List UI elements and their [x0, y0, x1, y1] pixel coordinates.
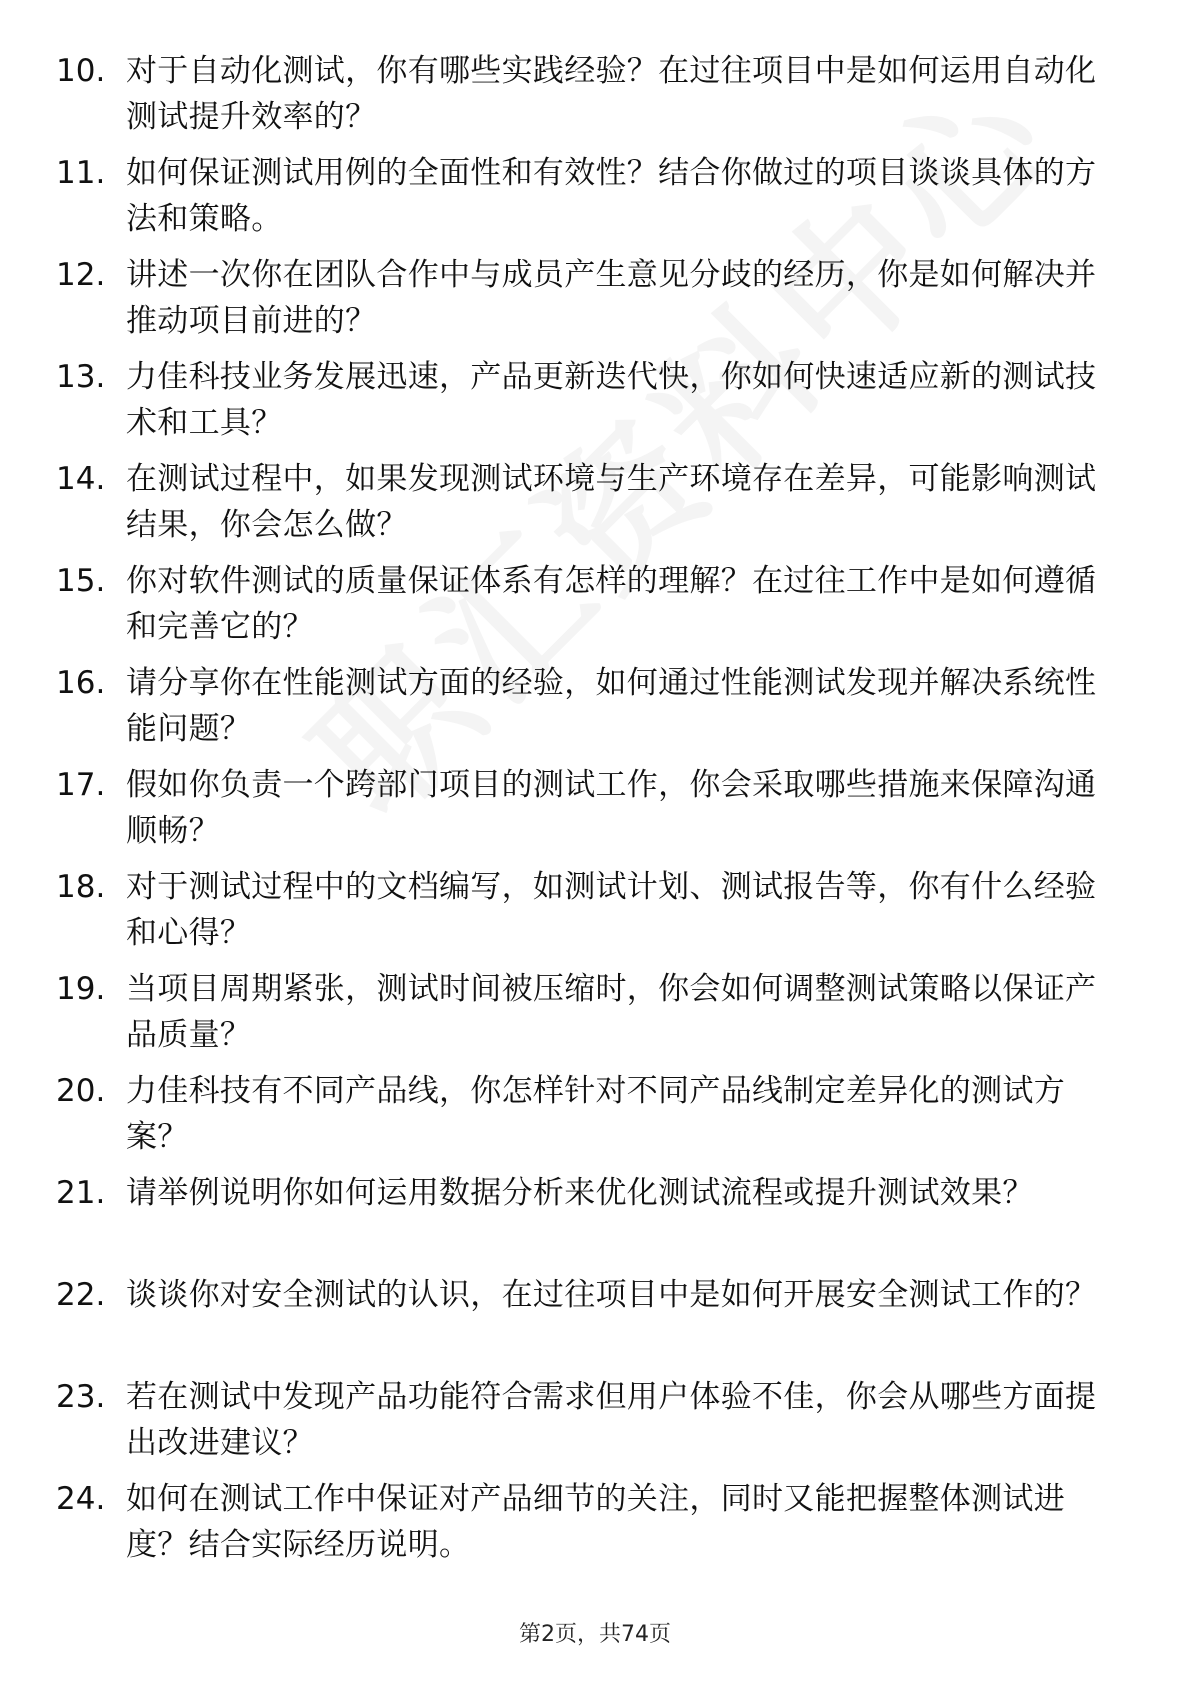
question-number: 11.: [56, 155, 106, 191]
question-text: 对于测试过程中的文档编写，如测试计划、测试报告等，你有什么经验和心得？: [126, 869, 1097, 951]
question-item: [56, 252, 1136, 354]
question-text: 你对软件测试的质量保证体系有怎样的理解？在过往工作中是如何遵循和完善它的？: [126, 563, 1097, 645]
question-number: 23.: [56, 1379, 106, 1415]
question-number: 24.: [56, 1481, 106, 1517]
question-text: 假如你负责一个跨部门项目的测试工作，你会采取哪些措施来保障沟通顺畅？: [126, 767, 1097, 849]
question-number: 19.: [56, 971, 106, 1007]
question-item: [56, 150, 1136, 252]
question-item: [56, 1476, 1136, 1578]
question-item: [56, 1068, 1136, 1170]
question-item: [56, 558, 1136, 660]
question-number: 13.: [56, 359, 106, 395]
question-text: 谈谈你对安全测试的认识，在过往项目中是如何开展安全测试工作的？: [126, 1277, 1097, 1313]
question-item: [56, 660, 1136, 762]
question-text: 对于自动化测试，你有哪些实践经验？在过往项目中是如何运用自动化测试提升效率的？: [126, 53, 1097, 135]
question-number: 20.: [56, 1073, 106, 1109]
question-number: 12.: [56, 257, 106, 293]
question-number: 14.: [56, 461, 106, 497]
question-item: [56, 864, 1136, 966]
question-number: 15.: [56, 563, 106, 599]
question-text: 讲述一次你在团队合作中与成员产生意见分歧的经历，你是如何解决并推动项目前进的？: [126, 257, 1097, 339]
question-text: 力佳科技有不同产品线，你怎样针对不同产品线制定差异化的测试方案？: [126, 1073, 1065, 1155]
question-list: [56, 48, 1136, 1578]
question-text: 请举例说明你如何运用数据分析来优化测试流程或提升测试效果？: [126, 1175, 1034, 1211]
question-item: [56, 762, 1136, 864]
question-text: 当项目周期紧张，测试时间被压缩时，你会如何调整测试策略以保证产品质量？: [126, 971, 1097, 1053]
question-text: 在测试过程中，如果发现测试环境与生产环境存在差异，可能影响测试结果，你会怎么做？: [126, 461, 1097, 543]
question-item: [56, 456, 1136, 558]
question-text: 力佳科技业务发展迅速，产品更新迭代快，你如何快速适应新的测试技术和工具？: [126, 359, 1097, 441]
question-number: 16.: [56, 665, 106, 701]
question-number: 10.: [56, 53, 106, 89]
question-number: 18.: [56, 869, 106, 905]
question-text: 若在测试中发现产品功能符合需求但用户体验不佳，你会从哪些方面提出改进建议？: [126, 1379, 1097, 1461]
question-item: [56, 966, 1136, 1068]
question-item: [56, 1374, 1136, 1476]
question-item: [56, 1170, 1136, 1272]
question-number: 17.: [56, 767, 106, 803]
page-footer: 第2页，共74页: [519, 1622, 671, 1647]
question-number: 22.: [56, 1277, 106, 1313]
question-text: 如何保证测试用例的全面性和有效性？结合你做过的项目谈谈具体的方法和策略。: [126, 155, 1097, 237]
question-text: 请分享你在性能测试方面的经验，如何通过性能测试发现并解决系统性能问题？: [126, 665, 1097, 747]
question-text: 如何在测试工作中保证对产品细节的关注，同时又能把握整体测试进度？结合实际经历说明。: [126, 1481, 1065, 1563]
question-item: [56, 354, 1136, 456]
question-item: [56, 48, 1136, 150]
question-number: 21.: [56, 1175, 106, 1211]
question-item: [56, 1272, 1136, 1374]
